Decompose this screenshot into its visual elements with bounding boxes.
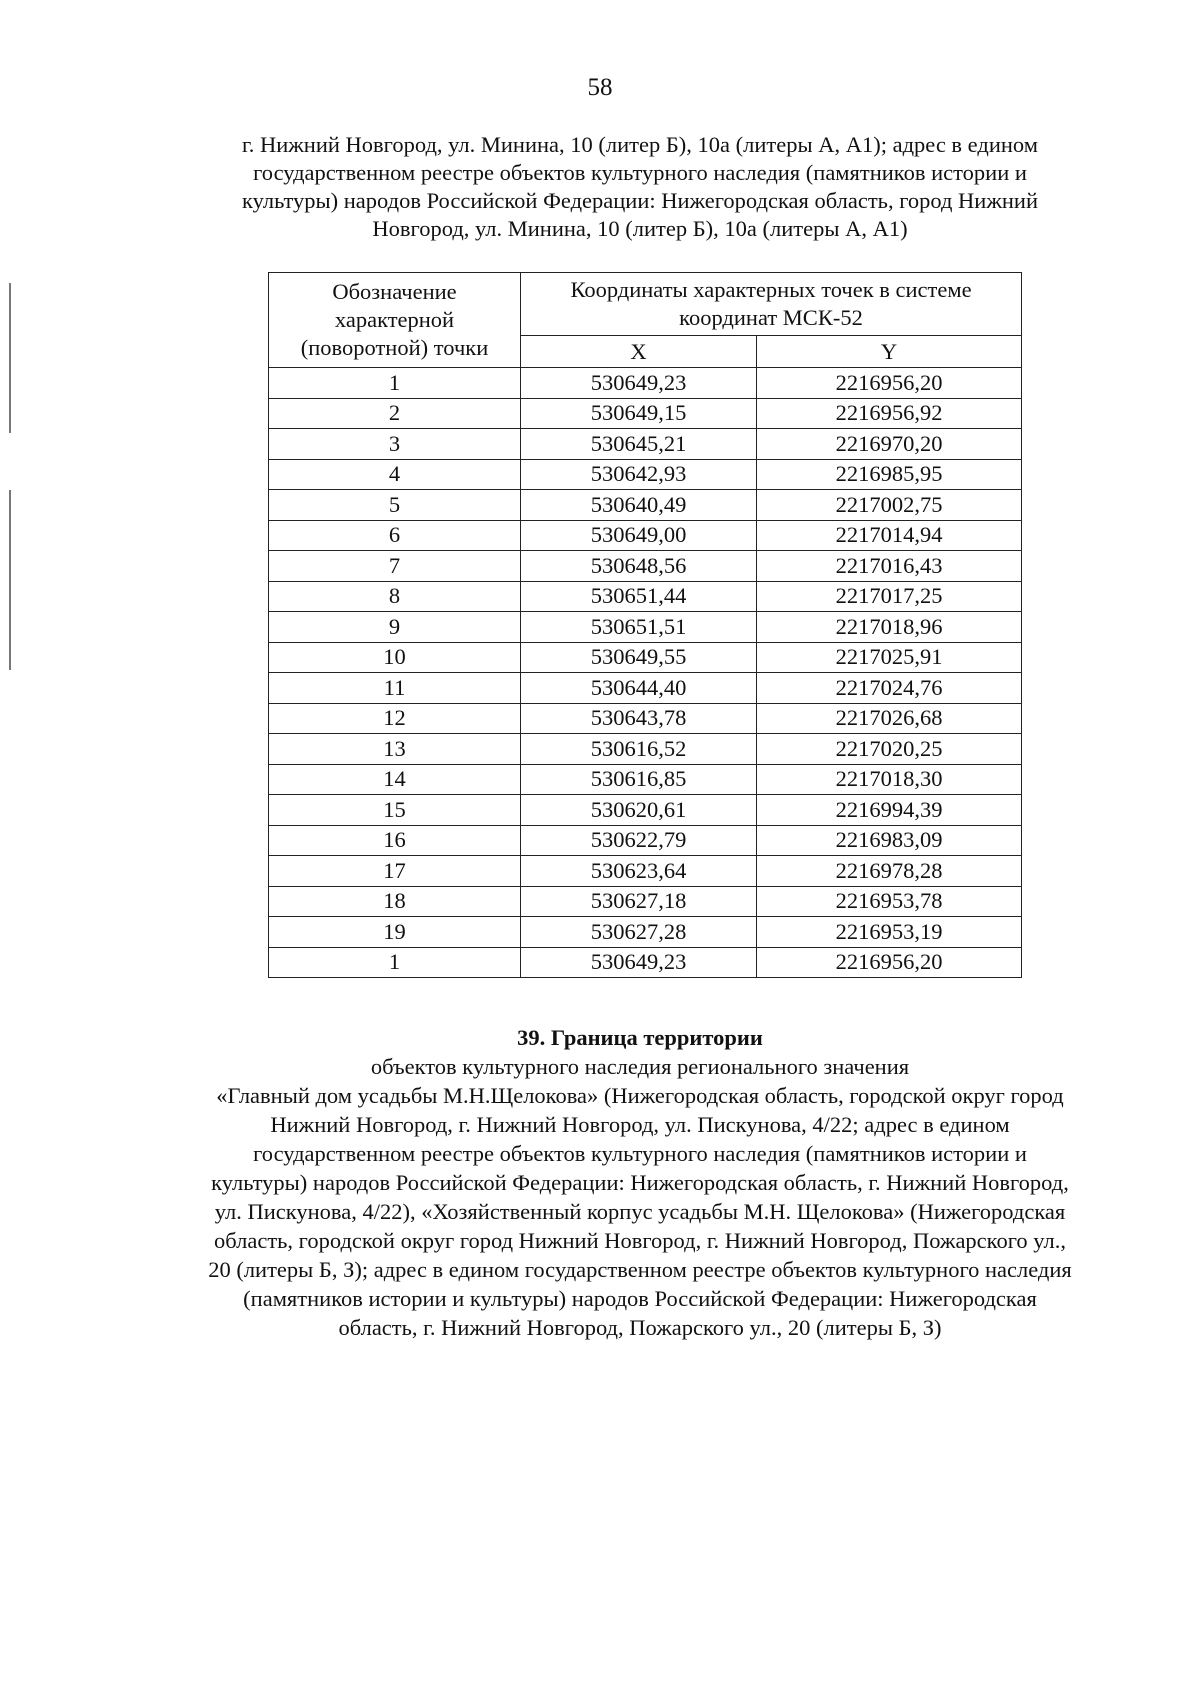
y-cell: 2216953,78 — [757, 886, 1022, 917]
header-x: X — [521, 336, 757, 368]
y-cell: 2217016,43 — [757, 551, 1022, 582]
table-row — [269, 551, 1022, 582]
section-line: область, г. Нижний Новгород, Пожарского ул., 20 (литеры Б, З) — [338, 1315, 942, 1340]
scan-edge-mark — [9, 490, 11, 670]
y-cell: 2216970,20 — [757, 429, 1022, 460]
y-cell: 2216956,92 — [757, 398, 1022, 429]
section-line: «Главный дом усадьбы М.Н.Щелокова» (Нижегородская область, городской округ город — [216, 1083, 1064, 1108]
x-cell: 530651,44 — [521, 581, 757, 612]
scan-edge-mark — [9, 283, 11, 433]
y-cell: 2217018,96 — [757, 612, 1022, 643]
object-address-heading — [200, 131, 1080, 243]
y-cell: 2217014,94 — [757, 520, 1022, 551]
page-number: 58 — [587, 74, 613, 101]
y-cell: 2216985,95 — [757, 459, 1022, 490]
point-cell: 15 — [269, 795, 521, 826]
x-cell: 530623,64 — [521, 856, 757, 887]
x-cell: 530622,79 — [521, 825, 757, 856]
point-cell: 17 — [269, 856, 521, 887]
header-y: Y — [757, 336, 1022, 368]
x-cell: 530627,28 — [521, 917, 757, 948]
x-cell: 530649,15 — [521, 398, 757, 429]
table-row — [269, 856, 1022, 887]
table-row — [269, 734, 1022, 765]
section-39 — [150, 1023, 1130, 1342]
point-cell: 1 — [269, 947, 521, 978]
x-cell: 530616,85 — [521, 764, 757, 795]
heading-line: г. Нижний Новгород, ул. Минина, 10 (литер Б), 10а (литеры А, А1); адрес в едином — [242, 132, 1038, 157]
point-cell: 5 — [269, 490, 521, 521]
x-cell: 530649,23 — [521, 368, 757, 399]
x-cell: 530649,00 — [521, 520, 757, 551]
section-line: (памятников истории и культуры) народов Российской Федерации: Нижегородская — [243, 1286, 1037, 1311]
x-cell: 530651,51 — [521, 612, 757, 643]
section-line: Нижний Новгород, г. Нижний Новгород, ул. Пискунова, 4/22; адрес в едином — [270, 1112, 1010, 1137]
y-cell: 2217002,75 — [757, 490, 1022, 521]
point-cell: 8 — [269, 581, 521, 612]
table-row — [269, 429, 1022, 460]
y-cell: 2217020,25 — [757, 734, 1022, 765]
table-row — [269, 368, 1022, 399]
x-cell: 530620,61 — [521, 795, 757, 826]
table-row — [269, 703, 1022, 734]
section-title: 39. Граница территории — [517, 1025, 763, 1050]
section-line: культуры) народов Российской Федерации: Нижегородская область, г. Нижний Новгород, — [211, 1170, 1069, 1195]
point-cell: 1 — [269, 368, 521, 399]
y-cell: 2216953,19 — [757, 917, 1022, 948]
y-cell: 2217018,30 — [757, 764, 1022, 795]
table-row — [269, 612, 1022, 643]
heading-line: культуры) народов Российской Федерации: Нижегородская область, город Нижний — [241, 188, 1038, 213]
x-cell: 530648,56 — [521, 551, 757, 582]
table-row — [269, 825, 1022, 856]
y-cell: 2216956,20 — [757, 368, 1022, 399]
table-row — [269, 642, 1022, 673]
section-line: область, городской округ город Нижний Новгород, г. Нижний Новгород, Пожарского ул., — [214, 1228, 1066, 1253]
header-point-designation: Обозначение характерной (поворотной) точки — [269, 273, 521, 368]
point-cell: 7 — [269, 551, 521, 582]
header-coordinates: Координаты характерных точек в системе координат МСК-52 — [521, 273, 1022, 336]
table-row — [269, 947, 1022, 978]
heading-line: Новгород, ул. Минина, 10 (литер Б), 10а (литеры А, А1) — [372, 216, 908, 241]
y-cell: 2217017,25 — [757, 581, 1022, 612]
table-row — [269, 886, 1022, 917]
point-cell: 3 — [269, 429, 521, 460]
x-cell: 530643,78 — [521, 703, 757, 734]
table-row — [269, 520, 1022, 551]
point-cell: 4 — [269, 459, 521, 490]
section-line: объектов культурного наследия регионального значения — [370, 1054, 910, 1079]
x-cell: 530649,23 — [521, 947, 757, 978]
x-cell: 530645,21 — [521, 429, 757, 460]
y-cell: 2217024,76 — [757, 673, 1022, 704]
point-cell: 13 — [269, 734, 521, 765]
y-cell: 2216956,20 — [757, 947, 1022, 978]
point-cell: 19 — [269, 917, 521, 948]
section-line: ул. Пискунова, 4/22), «Хозяйственный корпус усадьбы М.Н. Щелокова» (Нижегородская — [214, 1199, 1066, 1224]
point-cell: 12 — [269, 703, 521, 734]
x-cell: 530649,55 — [521, 642, 757, 673]
table-row — [269, 673, 1022, 704]
y-cell: 2216983,09 — [757, 825, 1022, 856]
x-cell: 530627,18 — [521, 886, 757, 917]
x-cell: 530642,93 — [521, 459, 757, 490]
heading-line: государственном реестре объектов культурного наследия (памятников истории и — [253, 160, 1027, 185]
table-row — [269, 459, 1022, 490]
y-cell: 2216978,28 — [757, 856, 1022, 887]
point-cell: 18 — [269, 886, 521, 917]
y-cell: 2217025,91 — [757, 642, 1022, 673]
point-cell: 2 — [269, 398, 521, 429]
point-cell: 6 — [269, 520, 521, 551]
y-cell: 2217026,68 — [757, 703, 1022, 734]
table-row — [269, 581, 1022, 612]
table-row — [269, 795, 1022, 826]
x-cell: 530640,49 — [521, 490, 757, 521]
table-row — [269, 917, 1022, 948]
x-cell: 530616,52 — [521, 734, 757, 765]
point-cell: 14 — [269, 764, 521, 795]
table-row — [269, 764, 1022, 795]
point-cell: 9 — [269, 612, 521, 643]
section-line: государственном реестре объектов культурного наследия (памятников истории и — [253, 1141, 1027, 1166]
coordinates-table — [268, 272, 1022, 978]
y-cell: 2216994,39 — [757, 795, 1022, 826]
section-line: 20 (литеры Б, З); адрес в едином государственном реестре объектов культурного наследия — [208, 1257, 1072, 1282]
point-cell: 16 — [269, 825, 521, 856]
table-row — [269, 490, 1022, 521]
point-cell: 11 — [269, 673, 521, 704]
x-cell: 530644,40 — [521, 673, 757, 704]
point-cell: 10 — [269, 642, 521, 673]
table-row — [269, 398, 1022, 429]
